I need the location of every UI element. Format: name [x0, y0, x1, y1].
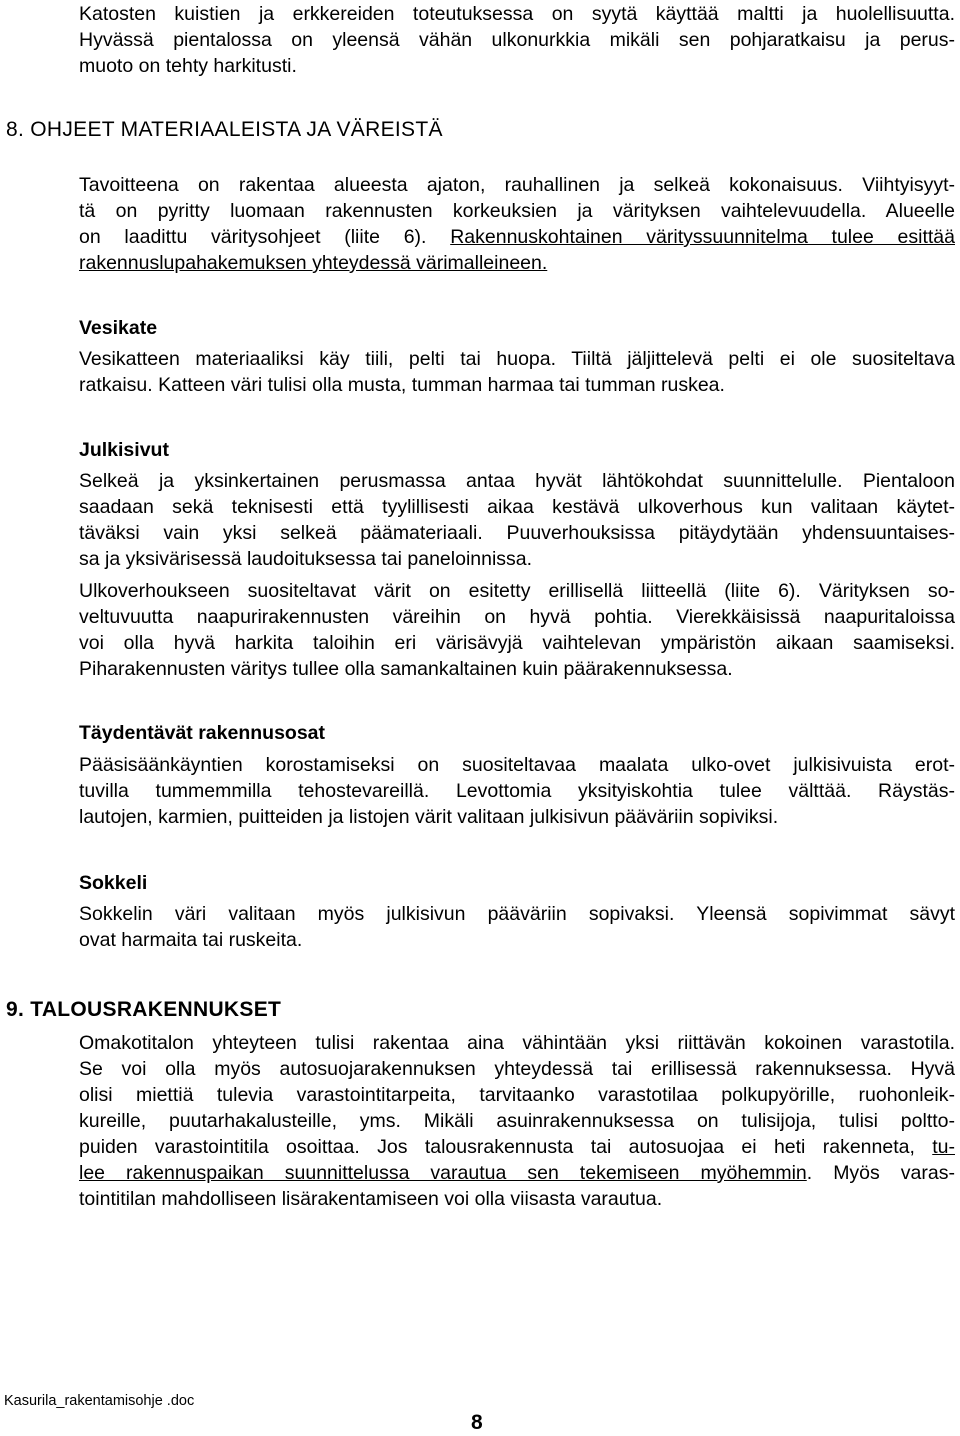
taydentavat-line-1: Pääsisäänkäyntien korostamiseksi on suositeltavaa maalata ulko-ovet julkisivuista erot-: [79, 754, 955, 776]
vesikate-line-2: ratkaisu. Katteen väri tulisi olla musta, tumman harmaa tai tumman ruskea.: [79, 374, 725, 396]
intro-line-3: muoto on tehty harkitusti.: [79, 55, 297, 77]
section-8-text-line-1: Tavoitteena on rakentaa alueesta ajaton, rauhallinen ja selkeä kokonaisuus. Viihtyisyyt-: [79, 174, 955, 196]
julkisivut-p1-line-2: saadaan sekä teknisesti että tyylillisesti aikaa kestävä ulkoverhous kun valitaan käytet-: [79, 496, 955, 518]
julkisivut-p2-line-3: voi olla hyvä harkita taloihin eri värisävyjä vaihtelevan ympäristön aikaan saamiseksi.: [79, 632, 955, 654]
section-8-underlined-text: Rakennuskohtainen värityssuunnitelma tulee esittää: [450, 226, 955, 248]
section-8-text-line-2: tä on pyritty luomaan rakennusten korkeuksien ja värityksen vaihtelevuudella. Alueelle: [79, 200, 955, 222]
julkisivut-heading: Julkisivut: [79, 439, 169, 461]
sokkeli-heading: Sokkeli: [79, 872, 148, 894]
section-9-line-2: Se voi olla myös autosuojarakennuksen yhteydessä tai erillisessä rakennuksessa. Hyvä: [79, 1058, 955, 1080]
section-9-line-3: olisi miettiä tulevia varastointitarpeita, tarvitaanko varastotilaa polkupyörille, ruohonleik-: [79, 1084, 955, 1106]
intro-line-1: Katosten kuistien ja erkkereiden toteutuksessa on syytä käyttää maltti ja huolellisuutta.: [79, 3, 955, 25]
section-9-heading: 9. TALOUSRAKENNUKSET: [6, 998, 282, 1021]
julkisivut-p1-line-4: sa ja yksivärisessä laudoituksessa tai paneloinnissa.: [79, 548, 533, 570]
section-8-heading: 8. OHJEET MATERIAALEISTA JA VÄREISTÄ: [6, 118, 443, 141]
taydentavat-line-3: lautojen, karmien, puitteiden ja listojen värit valitaan julkisivun pääväriin sopiviksi.: [79, 806, 779, 828]
julkisivut-p2-line-2: veltuvuutta naapurirakennusten väreihin on hyvä pohtia. Vierekkäisissä naapuritaloissa: [79, 606, 955, 628]
intro-line-2: Hyvässä pientalossa on yleensä vähän ulkonurkkia mikäli sen pohjaratkaisu ja perus-: [79, 29, 955, 51]
footer-page-number: 8: [471, 1411, 483, 1434]
section-9-line-7: tointitilan mahdolliseen lisärakentamiseen voi olla viisasta varautua.: [79, 1188, 663, 1210]
vesikate-line-1: Vesikatteen materiaaliksi käy tiili, pelti tai huopa. Tiiltä jäljittelevä pelti ei ole suositeltava: [79, 348, 955, 370]
section-9-line-5-plain: puiden varastointitila osoittaa. Jos talousrakennusta tai autosuojaa ei heti rakenneta,: [79, 1136, 933, 1158]
section-9-line-6-underlined: lee rakennuspaikan suunnittelussa varautua sen tekemiseen myöhemmin: [79, 1162, 807, 1184]
sokkeli-line-1: Sokkelin väri valitaan myös julkisivun pääväriin sopivaksi. Yleensä sopivimmat sävyt: [79, 903, 955, 925]
julkisivut-p2-line-4: Piharakennusten väritys tullee olla samankaltainen kuin päärakennuksessa.: [79, 658, 733, 680]
section-9-line-5: [79, 1134, 955, 1160]
taydentavat-heading: Täydentävät rakennusosat: [79, 722, 326, 744]
julkisivut-p1-line-1: Selkeä ja yksinkertainen perusmassa antaa hyvät lähtökohdat suunnittelulle. Pientaloon: [79, 470, 955, 492]
section-8-text-line-4: rakennuslupahakemuksen yhteydessä värimalleineen.: [79, 252, 548, 274]
section-9-line-5-underlined: tu-: [932, 1136, 955, 1158]
vesikate-heading: Vesikate: [79, 317, 158, 339]
sokkeli-line-2: ovat harmaita tai ruskeita.: [79, 929, 303, 951]
section-9-line-1: Omakotitalon yhteyteen tulisi rakentaa aina vähintään yksi riittävän kokoinen varastotila.: [79, 1032, 955, 1054]
footer-document-name: Kasurila_rakentamisohje .doc: [4, 1393, 195, 1409]
section-9-line-6-plain: . Myös varas-: [806, 1162, 955, 1184]
section-8-text-line-3-plain: on laadittu väritysohjeet (liite 6).: [79, 226, 451, 248]
section-8-text-line-3: [79, 224, 955, 250]
section-9-line-4: kureille, puutarhakalusteille, yms. Mikäli asuinrakennuksessa on tulisijoja, tulisi poltto-: [79, 1110, 955, 1132]
julkisivut-p2-line-1: Ulkoverhoukseen suositeltavat värit on esitetty erillisellä liitteellä (liite 6). Värityksen so-: [79, 580, 955, 602]
julkisivut-p1-line-3: täväksi vain yksi selkeä päämateriaali. Puuverhouksissa pitäydytään yhdensuuntaises-: [79, 522, 955, 544]
taydentavat-line-2: tuvilla tummemmilla tehostevareillä. Levottomia yksityiskohtia tulee välttää. Räystäs-: [79, 780, 955, 802]
section-9-line-6: [79, 1160, 955, 1186]
